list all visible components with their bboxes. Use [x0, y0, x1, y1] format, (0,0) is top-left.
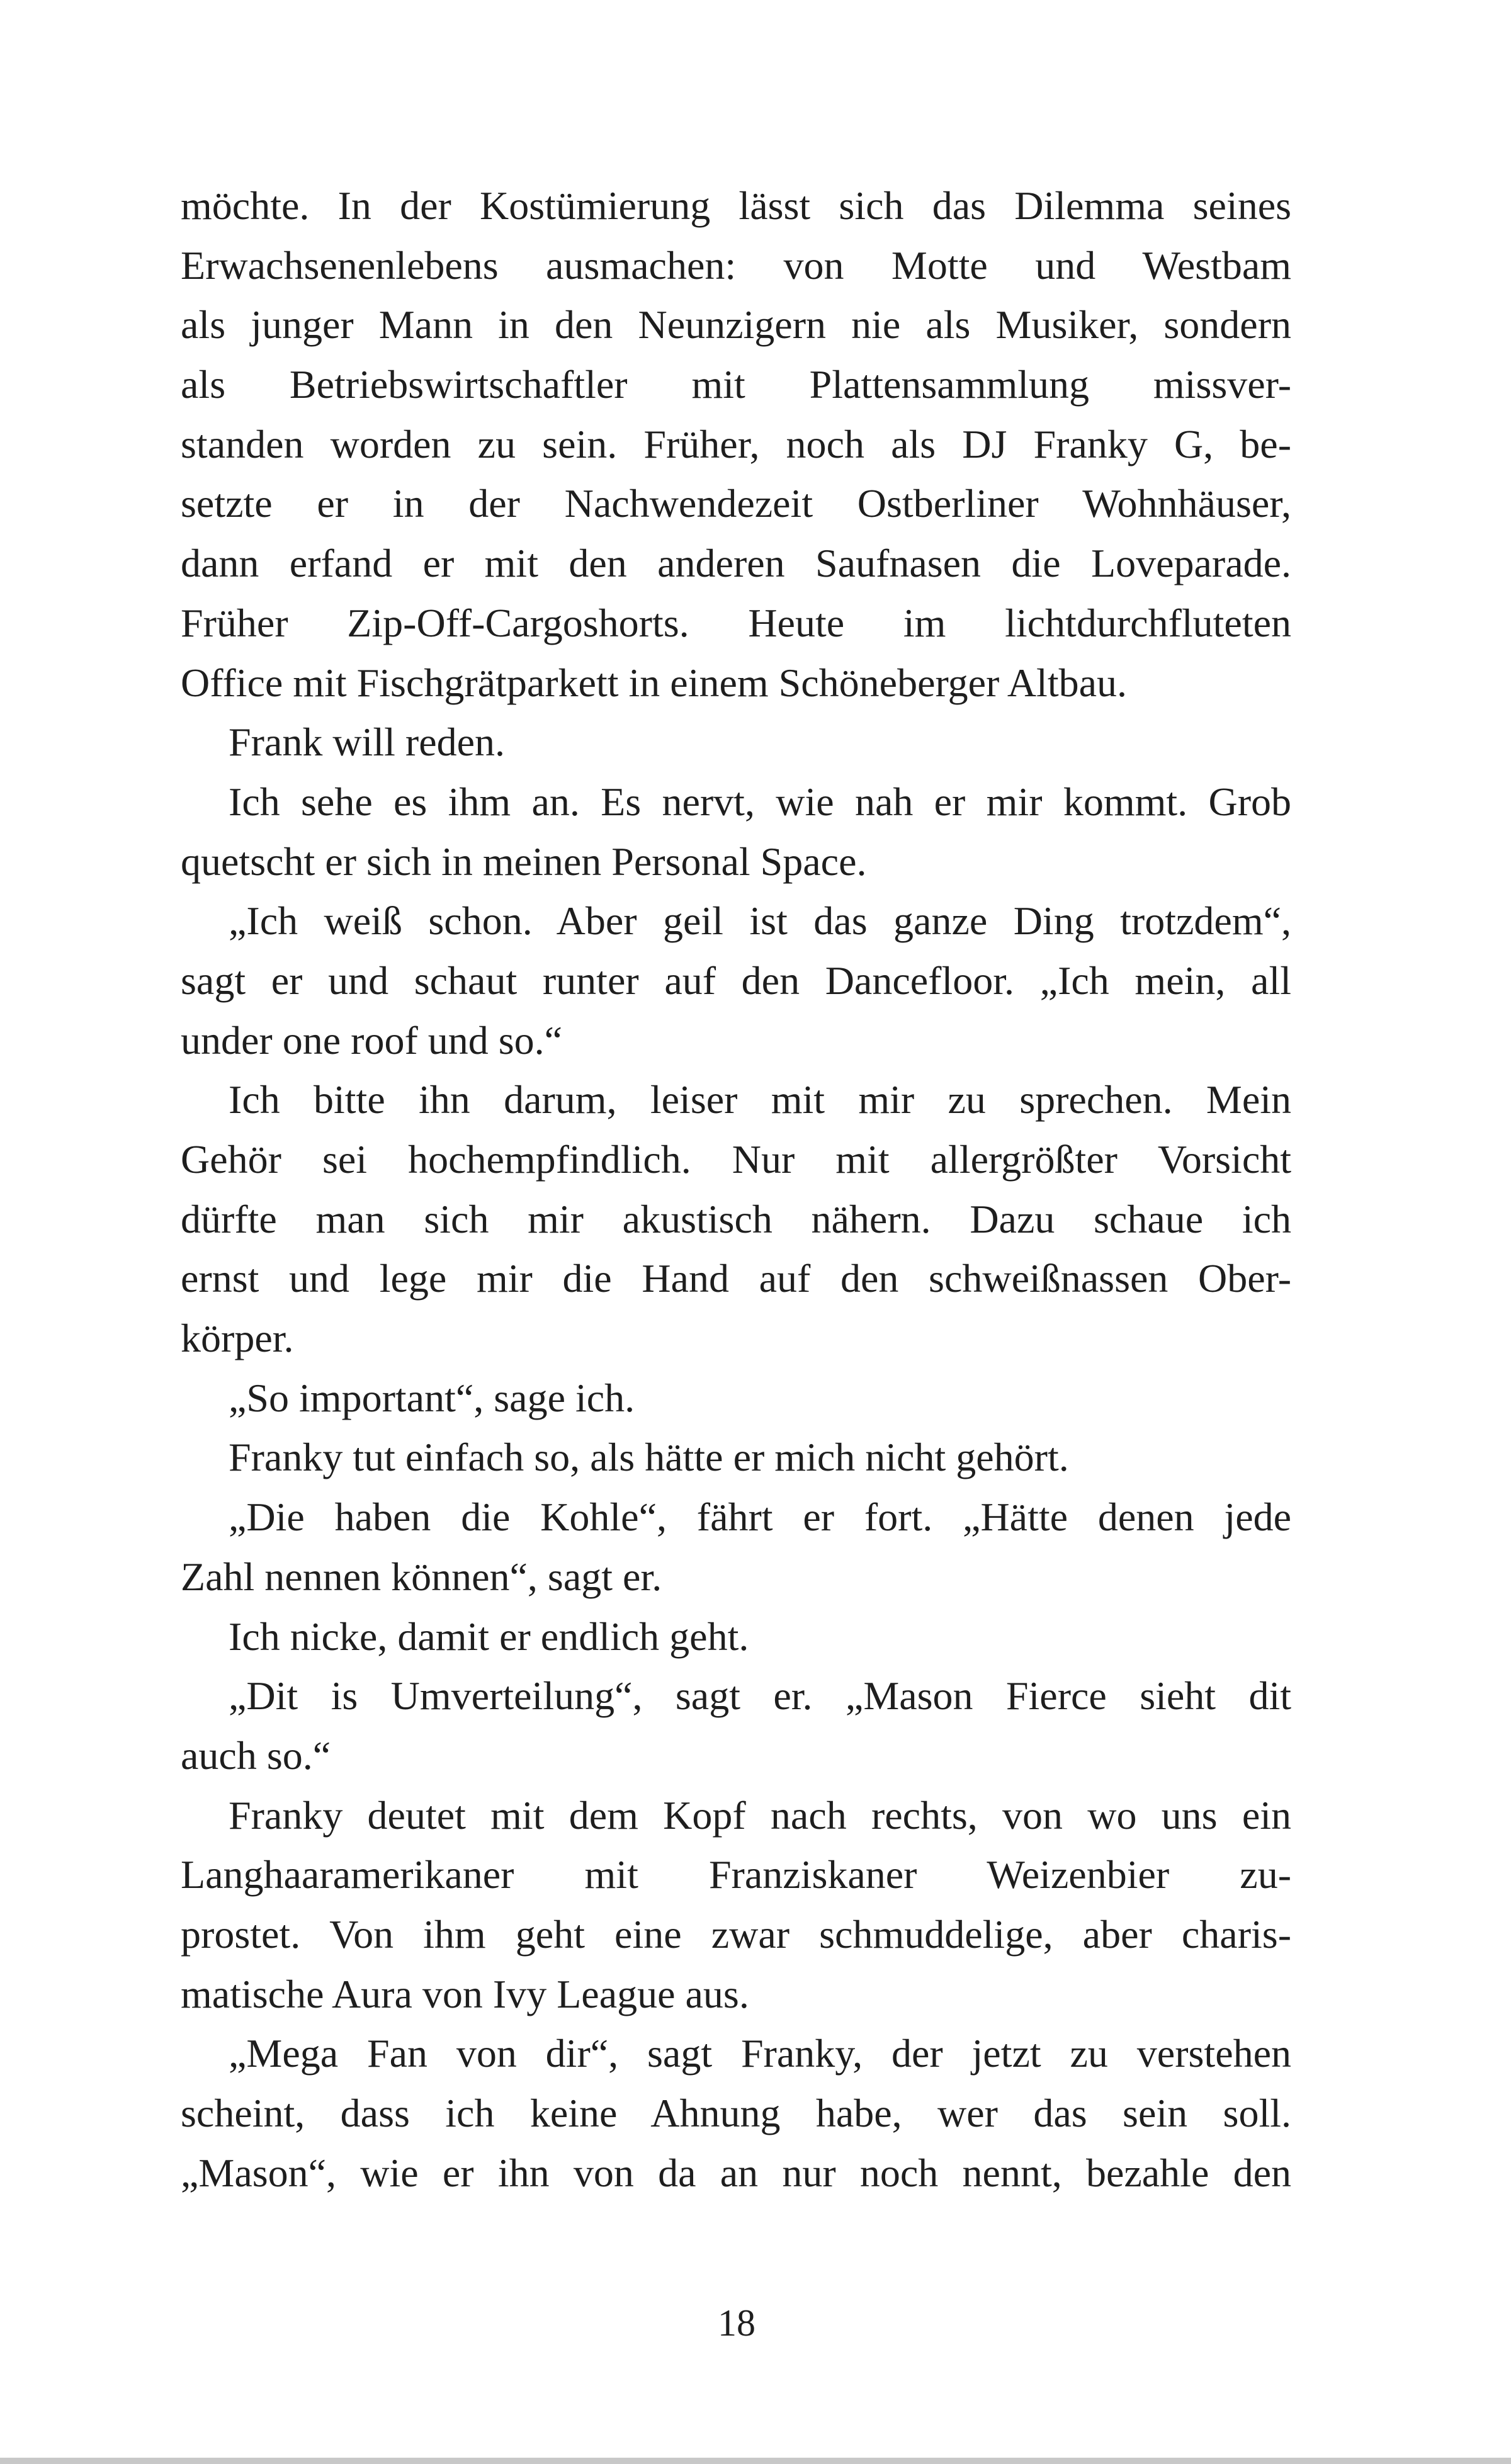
- text-line: under one roof und so.“: [181, 1017, 563, 1063]
- text-line: „Dit is Umverteilung“, sagt er. „Mason Fierce sieht dit: [229, 1673, 1291, 1719]
- text-line: quetscht er sich in meinen Personal Space.: [181, 839, 867, 884]
- text-line: ernst und lege mir die Hand auf den schweißnassen Ober-: [181, 1256, 1291, 1301]
- text-line: „Ich weiß schon. Aber geil ist das ganze Ding trotzdem“,: [229, 898, 1291, 944]
- text-line: „Mason“, wie er ihn von da an nur noch nennt, bezahle den: [181, 2150, 1291, 2195]
- text-line: als junger Mann in den Neunzigern nie als Musiker, sondern: [181, 302, 1291, 348]
- text-line: Frank will reden.: [229, 720, 505, 765]
- text-line: als Betriebswirtschaftler mit Plattensammlung missver-: [181, 362, 1291, 407]
- text-line: Franky deutet mit dem Kopf nach rechts, von wo uns ein: [229, 1792, 1291, 1838]
- text-line: Früher Zip-Off-Cargoshorts. Heute im lichtdurchfluteten: [181, 600, 1291, 645]
- text-line: matische Aura von Ivy League aus.: [181, 1971, 749, 2016]
- text-line: Erwachsenenlebens ausmachen: von Motte und Westbam: [181, 242, 1291, 288]
- text-line: standen worden zu sein. Früher, noch als DJ Franky G, be-: [181, 421, 1291, 466]
- text-line: auch so.“: [181, 1732, 331, 1778]
- bottom-edge: [0, 2458, 1511, 2464]
- text-line: Office mit Fischgrätparkett in einem Schöneberger Altbau.: [181, 660, 1127, 705]
- text-line: körper.: [181, 1316, 294, 1361]
- body-text: [181, 176, 1291, 2203]
- text-line: Franky tut einfach so, als hätte er mich nicht gehört.: [229, 1435, 1069, 1480]
- text-line: Langhaaramerikaner mit Franziskaner Weizenbier zu-: [181, 1852, 1291, 1897]
- text-line: Gehör sei hochempfindlich. Nur mit allergrößter Vorsicht: [181, 1137, 1291, 1182]
- text-line: „Mega Fan von dir“, sagt Franky, der jetzt zu verstehen: [229, 2031, 1291, 2076]
- text-line: Ich bitte ihn darum, leiser mit mir zu sprechen. Mein: [229, 1077, 1291, 1122]
- text-line: scheint, dass ich keine Ahnung habe, wer das sein soll.: [181, 2091, 1291, 2135]
- text-line: „So important“, sage ich.: [229, 1375, 635, 1420]
- page-number: 18: [718, 2302, 756, 2344]
- text-line: Ich nicke, damit er endlich geht.: [229, 1613, 749, 1659]
- text-line: Zahl nennen können“, sagt er.: [181, 1554, 662, 1599]
- text-line: dürfte man sich mir akustisch nähern. Dazu schaue ich: [181, 1196, 1291, 1241]
- text-line: setzte er in der Nachwendezeit Ostberliner Wohnhäuser,: [181, 481, 1291, 526]
- text-line: prostet. Von ihm geht eine zwar schmuddelige, aber charis-: [181, 1911, 1291, 1957]
- text-line: Ich sehe es ihm an. Es nervt, wie nah er mir kommt. Grob: [229, 779, 1291, 824]
- text-line: sagt er und schaut runter auf den Dancefloor. „Ich mein, all: [181, 958, 1291, 1003]
- text-line: „Die haben die Kohle“, fährt er fort. „Hätte denen jede: [229, 1495, 1291, 1540]
- text-line: dann erfand er mit den anderen Saufnasen die Loveparade.: [181, 541, 1291, 586]
- text-line: möchte. In der Kostümierung lässt sich das Dilemma seines: [181, 183, 1291, 228]
